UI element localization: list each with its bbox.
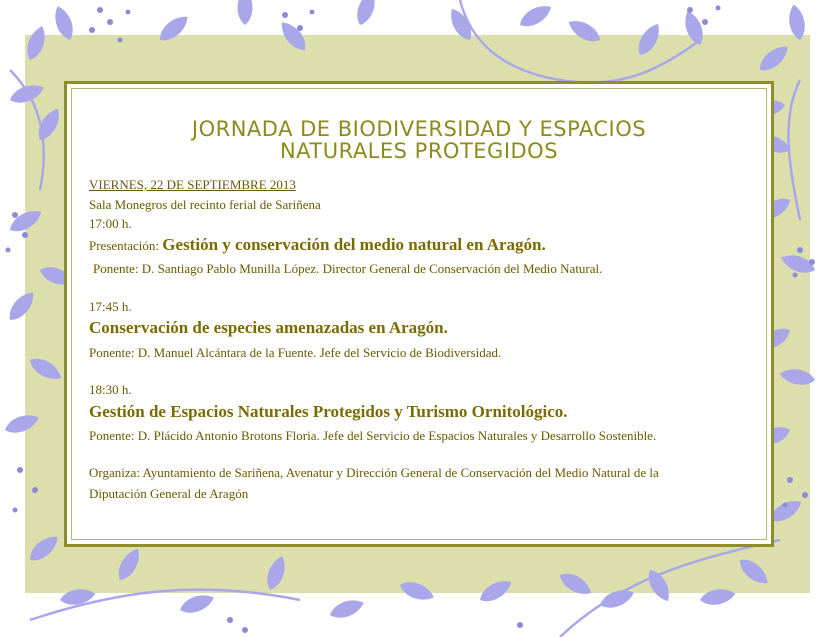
session-2-time: 17:45 h. bbox=[89, 299, 132, 314]
session-3-time: 18:30 h. bbox=[89, 382, 132, 397]
title-line-1: JORNADA DE BIODIVERSIDAD Y ESPACIOS bbox=[191, 117, 647, 141]
event-date: VIERNES, 22 DE SEPTIEMBRE 2013 bbox=[89, 177, 296, 192]
session-1-time: 17:00 h. bbox=[89, 216, 132, 231]
session-1-prefix: Presentación: bbox=[89, 238, 160, 253]
event-venue: Sala Monegros del recinto ferial de Sariñena bbox=[89, 197, 321, 212]
title-line-2: NATURALES PROTEGIDOS bbox=[279, 139, 559, 163]
session-1-heading bbox=[89, 235, 546, 255]
organizer-line-1: Organiza: Ayuntamiento de Sariñena, Avenatur y Dirección General de Conservación del Medio Natural de la bbox=[89, 465, 659, 480]
session-2-speaker: Ponente: D. Manuel Alcántara de la Fuente. Jefe del Servicio de Biodiversidad. bbox=[89, 345, 502, 360]
session-1-title: Gestión y conservación del medio natural en Aragón. bbox=[162, 235, 546, 254]
session-1-speaker: Ponente: D. Santiago Pablo Munilla López. Director General de Conservación del Medio Natural. bbox=[93, 261, 603, 276]
program-card bbox=[64, 81, 774, 547]
session-3-title: Gestión de Espacios Naturales Protegidos y Turismo Ornitológico. bbox=[89, 402, 568, 421]
session-2-title: Conservación de especies amenazadas en Aragón. bbox=[89, 318, 448, 337]
session-3-speaker: Ponente: D. Plácido Antonio Brotons Floria. Jefe del Servicio de Espacios Naturales y Desarrollo Sostenible. bbox=[89, 428, 657, 443]
organizer-line-2: Diputación General de Aragón bbox=[89, 486, 249, 501]
